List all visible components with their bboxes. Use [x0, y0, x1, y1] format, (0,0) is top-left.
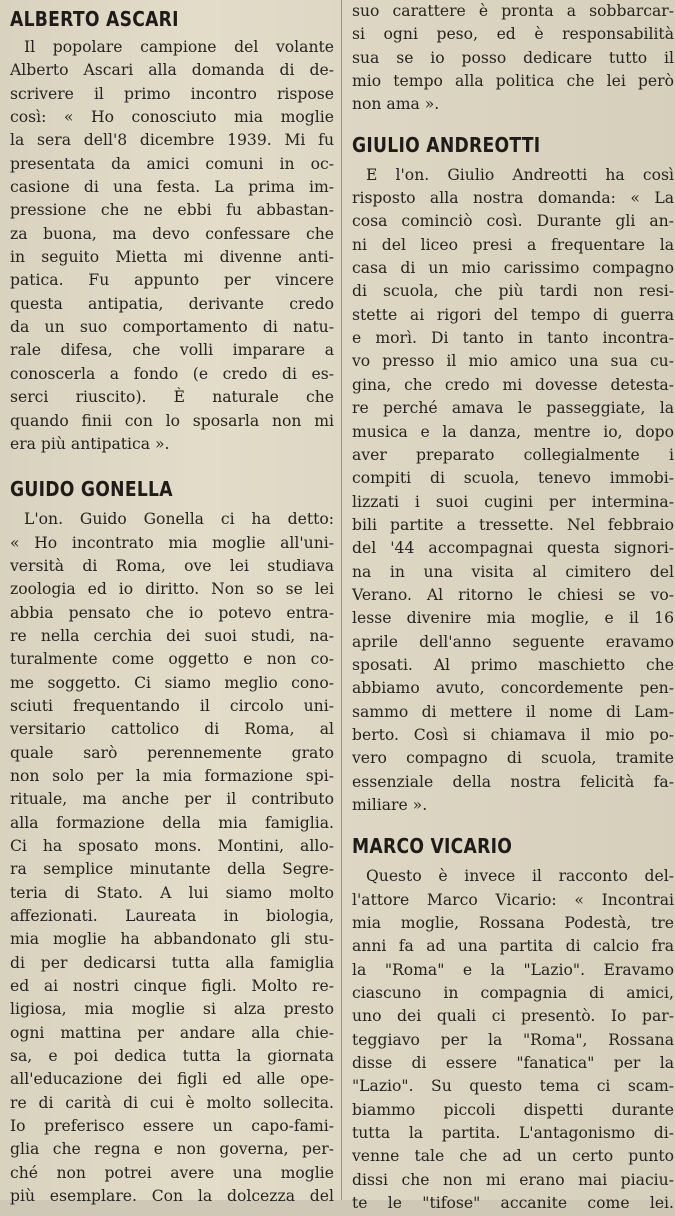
text-line: di per dedicarsi tutta alla famiglia — [10, 953, 334, 972]
text-line: Ci ha sposato mons. Montini, allo- — [10, 837, 334, 855]
text-line: ra semplice minutante della Segre- — [10, 860, 334, 879]
text-line: Il popolare campione del volante — [24, 38, 334, 56]
text-line: sua se io posso dedicare tutto il — [352, 48, 674, 67]
text-line: re nella cerchia dei suoi studi, na- — [10, 626, 334, 645]
text-line: presentata da amici comuni in oc- — [10, 154, 334, 173]
text-line: l'attore Marco Vicario: « Incontrai — [352, 890, 674, 909]
text-line: rituale, ma anche per il contributo — [10, 790, 334, 809]
text-line: cosa cominciò così. Durante gli an- — [352, 212, 674, 231]
article-ascari — [10, 36, 334, 456]
text-line: conoscerla a fondo (e credo di es- — [10, 364, 334, 383]
heading-andreotti: GIULIO ANDREOTTI — [352, 132, 541, 157]
text-line: za buona, ma devo confessare che — [10, 224, 334, 243]
text-line: ni del liceo presi a frequentare la — [352, 235, 674, 254]
text-line: na in una visita al cimitero del — [352, 562, 674, 581]
text-line: questa antipatia, derivante credo — [10, 294, 334, 313]
text-line: lesse divenire mia moglie, e il 16 — [352, 609, 674, 628]
text-line: uno dei quali ci presentò. Io par- — [352, 1007, 674, 1026]
text-line: sammo di mettere il nome di Lam- — [352, 702, 674, 721]
text-line: si ogni peso, ed è responsabilità — [352, 25, 674, 44]
text-line: lizzati i suoi cugini per intermina- — [352, 492, 674, 511]
text-line: vo presso il mio amico una sua cu- — [352, 352, 674, 371]
text-line: Questo è invece il racconto del- — [366, 867, 674, 886]
text-line: affezionati. Laureata in biologia, — [10, 907, 334, 926]
right-column — [352, 0, 674, 1216]
text-line: mio tempo alla politica che lei però — [352, 72, 674, 91]
text-line: tutta la partita. L'antagonismo di- — [352, 1124, 674, 1143]
text-line: patica. Fu appunto per vincere — [10, 271, 334, 290]
text-line: non solo per la mia formazione spi- — [10, 766, 334, 785]
text-line: gina, che credo mi dovesse detesta- — [352, 375, 674, 394]
text-line: rale difesa, che volli imparare a — [10, 341, 334, 360]
text-line: quale sarò perennemente grato — [10, 743, 334, 762]
text-line: E l'on. Giulio Andreotti ha così — [366, 165, 674, 184]
text-line: abbiamo avuto, concordemente pen- — [352, 679, 674, 698]
text-line: dissi che non mi erano mai piaciu- — [352, 1170, 674, 1189]
text-line: all'educazione dei figli ed alle ope- — [10, 1070, 334, 1089]
text-line: la sera dell'8 dicembre 1939. Mi fu — [10, 131, 334, 150]
text-line: quando finii con lo sposarla non mi — [10, 411, 334, 430]
text-line: « Ho incontrato mia moglie all'uni- — [10, 533, 334, 552]
text-line: la "Roma" e la "Lazio". Eravamo — [352, 960, 674, 979]
text-line: Io preferisco essere un capo-fami- — [10, 1117, 334, 1136]
text-line: ligiosa, mia moglie si alza presto — [10, 1000, 334, 1019]
article-vicario — [352, 865, 674, 1215]
text-line: ciascuno in compagnia di amici, — [352, 984, 674, 1003]
text-line: ed ai nostri cinque figli. Molto re- — [10, 977, 334, 996]
text-line: ché non potrei avere una moglie — [10, 1163, 334, 1182]
article-gonella — [10, 508, 334, 1208]
text-line: così: « Ho conosciuto mia moglie — [10, 108, 334, 127]
heading-gonella: GUIDO GONELLA — [10, 477, 173, 502]
text-line: ogni mattina per andare alla chie- — [10, 1023, 334, 1042]
text-line: pressione che ne ebbi fu abbastan- — [10, 201, 334, 220]
text-line: teggiavo per la "Roma", Rossana — [352, 1030, 674, 1049]
text-line: turalmente come oggetto e non co- — [10, 650, 334, 669]
text-line: era più antipatica ». — [10, 434, 170, 453]
text-line: versità di Roma, ove lei studiava — [10, 556, 334, 575]
text-line: berto. Così si chiamava il mio po- — [352, 725, 674, 744]
text-line: "Lazio". Su questo tema ci scam- — [352, 1077, 674, 1096]
text-line: sa, e poi dedica tutta la giornata — [10, 1047, 334, 1066]
left-column — [10, 0, 334, 1209]
text-line: teria di Stato. A lui siamo molto — [10, 883, 334, 902]
text-line: biammo piccoli dispetti durante — [352, 1100, 674, 1119]
article-andreotti — [352, 164, 674, 818]
text-line: re perché amava le passeggiate, la — [352, 399, 674, 418]
text-line: alla formazione della mia famiglia. — [10, 813, 334, 832]
heading-vicario: MARCO VICARIO — [352, 834, 513, 859]
text-line: in seguito Mietta mi divenne anti- — [10, 248, 334, 267]
text-line: suo carattere è pronta a sobbarcar- — [352, 2, 674, 20]
text-line: più esemplare. Con la dolcezza del — [10, 1187, 334, 1206]
text-line: aprile dell'anno seguente eravamo — [352, 632, 674, 651]
text-line: re di carità di cui è molto sollecita. — [10, 1093, 334, 1112]
text-line: me soggetto. Ci siamo meglio cono- — [10, 673, 334, 692]
text-line: casione di una festa. La prima im- — [10, 178, 334, 197]
heading-ascari: ALBERTO ASCARI — [10, 7, 179, 31]
text-line: Verano. Al ritorno le chiesi se vo- — [352, 585, 674, 604]
text-line: vero compagno di scuola, tramite — [352, 749, 674, 768]
text-line: abbia pensato che io potevo entra- — [10, 603, 334, 622]
text-line: versitario cattolico di Roma, al — [10, 720, 334, 739]
text-line: casa di un mio carissimo compagno — [352, 259, 674, 278]
text-line: disse di essere "fanatica" per la — [352, 1054, 674, 1073]
article-gonella-continued — [352, 0, 674, 117]
text-line: non ama ». — [352, 95, 440, 114]
text-line: zoologia ed io diritto. Non so se lei — [10, 580, 334, 599]
text-line: scrivere il primo incontro rispose — [10, 84, 334, 103]
text-line: L'on. Guido Gonella ci ha detto: — [24, 510, 334, 529]
text-line: aver preparato collegialmente i — [352, 445, 674, 464]
text-line: musica e la danza, mentre io, dopo — [352, 422, 674, 441]
text-line: miliare ». — [352, 796, 428, 814]
text-line: risposto alla nostra domanda: « La — [352, 189, 674, 208]
text-line: di scuola, che più tardi non resi- — [352, 282, 674, 301]
text-line: glia che regna e non governa, per- — [10, 1140, 334, 1159]
text-line: del '44 accompagnai questa signori- — [352, 539, 674, 558]
text-line: venne tale che ad un certo punto — [352, 1147, 674, 1166]
text-line: anni fa ad una partita di calcio fra — [352, 937, 674, 956]
text-line: bili partite a tressette. Nel febbraio — [352, 515, 674, 534]
text-line: mia moglie, Rossana Podestà, tre — [352, 914, 674, 933]
text-line: sposati. Al primo maschietto che — [352, 655, 674, 674]
text-line: essenziale della nostra felicità fa- — [352, 772, 674, 791]
text-line: stette ai rigori del tempo di guerra — [352, 305, 674, 324]
text-line: sciuti frequentando il circolo uni- — [10, 696, 334, 715]
text-line: te le "tifose" accanite come lei. — [352, 1194, 674, 1213]
text-line: Alberto Ascari alla domanda di de- — [10, 61, 334, 80]
text-line: da un suo comportamento di natu- — [10, 318, 334, 337]
text-line: e morì. Di tanto in tanto incontra- — [352, 329, 674, 348]
text-line: compiti di scuola, tenevo immobi- — [352, 469, 674, 488]
text-line: mia moglie ha abbandonato gli stu- — [10, 930, 334, 949]
text-line: serci riuscito). È naturale che — [10, 388, 334, 407]
column-divider — [341, 0, 342, 1200]
